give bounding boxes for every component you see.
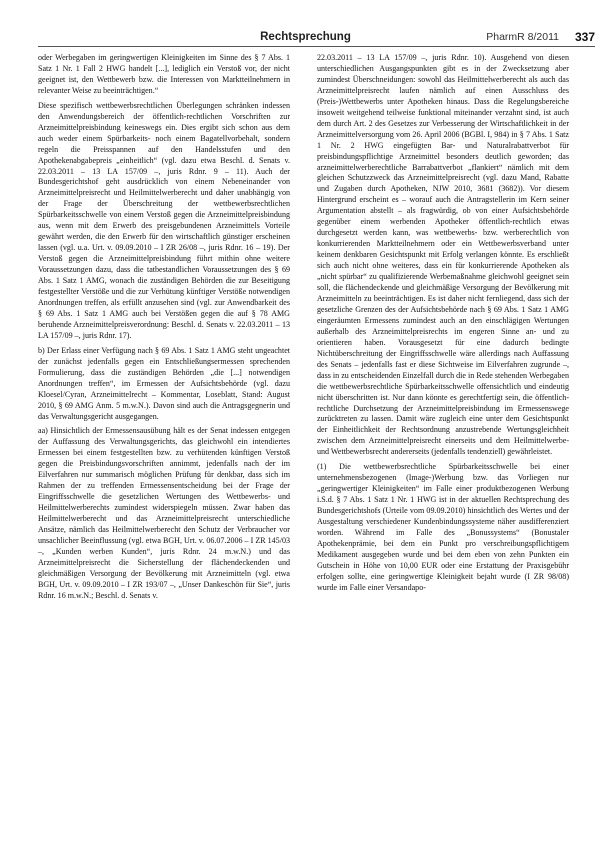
journal-issue: PharmR 8/2011 [486,31,559,43]
right-column [317,53,569,598]
paragraph: (1) Die wettbewerbsrechtliche Spürbarkeitsschwelle bei einer unternehmensbezogenen (Image-)Werbung bzw. das Vorliegen nur „geringwertiger Kleinigkeiten“ im Falle einer produktbezogenen Werbung i.S.d. § 7 Abs. 1 Satz 1 Nr. 1 HWG ist in der aktuellen Rechtsprechung des Bundesgerichtshofs (Urteile vom 09.09.2010) hinsichtlich des Wertes und der Ausgestaltung verschiedener Kundenbindungssysteme näher ausdifferenziert worden. Während im Falle des „Bonussystems“ (Bonustaler Apothekenprämie, bei dem ein Punkt pro verschreibungspflichtigem Medikament ausgegeben wurde und bei dem eben von zehn Punkten ein Gutschein in Höhe von 10,00 EUR oder eine Erstattung der Praxisgebühr erfolgen sollte, eine geringwertige Kleinigkeit bejaht wurde (I ZR 98/08) wurde im Falle einer Versandapo- [317,462,569,592]
page-number: 337 [574,30,595,44]
paragraph: 22.03.2011 – 13 LA 157/09 –, juris Rdnr. 10). Ausgehend von diesen unterschiedlichen Ausgangspunkten gibt es in der Zwecksetzung aber zumindest Überschneidungen: sowohl das Heilmittelwerberecht als auch das Arzneimittelpreisrecht laufen nämlich auf einen Ausschluss des (Preis-)Wettbewerbs unter Apotheken hinaus. Dass die Regelungsbereiche insoweit weitgehend teilweise funktional miteinander verzahnt sind, ist auch dem durch Art. 2 des Gesetzes zur Verbesserung der Wirtschaftlichkeit in der Arzneimittelversorgung vom 26. April 2006 (BGBl. I, 984) in § 7 Abs. 1 Satz 1 Nr. 2 HWG eingefügten Bar- und Naturalrabattverbot für preisbindungspflichtige Arzneimittel besonders deutlich geworden; das arzneimittelwerberechtliche Barrabattverbot „flankiert“ nämlich mit dem gleichen Schutzzweck das Arzneimittelpreisrecht (vgl. dazu Mand, Rabatte und Zugaben durch Apotheken, NJW 2010, 3681 (3682)). Vor diesem Hintergrund erscheint es – worauf auch die Antragstellerin im Kern seiner Argumentation abstellt – als fragwürdig, ob von einer Aufsichtsbehörde gegenüber einem werbenden Apotheker öffentlich-rechtlich etwas durchgesetzt werden kann, was wettbewerbs- bzw. werberechtlich von konkurrierenden Marktteilnehmern oder ein Wettbewerbsverband unter keinem denkbaren Gesichtspunkt mit Erfolg verlangen könnte. Es erschließt sich auch nicht ohne weiteres, dass ein für konkurrierende Apotheken als „nicht spürbar“ zu qualifizierende Werbemaßnahme gleichwohl geeignet sein soll, die flächendeckende und gleichmäßige Versorgung der Bevölkerung mit Arzneimitteln zu beeinträchtigen. Es ist daher nicht fernliegend, dass sich der gesetzliche Grenzen des der Aufsichtsbehörde nach § 69 Abs. 1 Satz 1 AMG eingeräumten Ermessens zumindest auch an den einschlägigen Wertungen außerhalb des Arzneimittelpreisrechts im engeren Sinne an- und zu orientieren haben. Vorausgesetzt für eine dadurch bedingte Nichtüberschreitung der Eingriffsschwelle wäre allerdings nach Auffassung des Senats – jedenfalls fast er diese Sichtweise im Eilverfahren zugrunde –, dass in zu entscheidenden Einzelfall durch die in Rede stehenden Werbegaben die wettbewerbsrechtliche Spürbarkeitsschwelle offensichtlich und eindeutig nicht überschritten ist. Nur dann könnte es gerechtfertigt sein, die öffentlich-rechtliche Durchsetzung der Arzneimittelpreisbindung im Ermessenswege zurücktreten zu lassen. Damit wäre zugleich eine unter dem Gesichtspunkt der Einheitlichkeit der Rechtsordnung anzustrebende Wertungsgleichheit zwischen dem Arzneimittelpreisrecht einerseits und dem Heilmittelwerbe- und Wettbewerbsrecht andererseits (jedenfalls tendenziell) gewährleistet. [317,53,569,457]
paragraph: oder Werbegaben im geringwertigen Kleinigkeiten im Sinne des § 7 Abs. 1 Satz 1 Nr. 1 Fall 2 HWG handelt [...], lediglich ein Verstoß vor, der nicht geeignet ist, den Wettbewerb bzw. die Interessen von Marktteilnehmern in relevanter Weise zu beeinträchtigen.“ [38,53,290,95]
page-header [0,0,611,52]
paragraph: aa) Hinsichtlich der Ermessensausübung hält es der Senat indessen entgegen der Auffassung des Verwaltungsgerichts, das gleichwohl ein intendiertes Ermessen bei einem festgestellten bzw. zu verhütenden künftigen Verstoß gegen die Preisbindungsvorschriften annimmt, jedenfalls nach der im Eilverfahren nur summarisch möglichen Prüfung für denkbar, dass sich im Rahmen der zu treffenden Ermessensentscheidung bei der Frage der Eingriffsschwelle die gesetzlichen Wertungen des Wettbewerbs- und Heilmittelwerberechts zumindest widerspiegeln müssen. Zwar haben das Heilmittelwerberecht und das Arzneimittelpreisrecht unterschiedliche Ansätze, nämlich das Heilmittelwerberecht den Schutz der Verbraucher vor unsachlicher Beeinflussung (vgl. etwa BGH, Urt. v. 06.07.2006 – I ZR 145/03 –, „Kunden werben Kunden“, juris Rdnr. 24 m.w.N.) und das Arzneimittelpreisrecht die Sicherstellung der flächendeckenden und gleichmäßigen Versorgung der Bevölkerung mit Arzneimitteln (vgl. etwa BGH, Urt. v. 09.09.2010 – I ZR 193/07 –, „Unser Dankeschön für Sie“, juris Rdnr. 16 m.w.N.; Beschl. d. Senats v. [38,426,290,600]
paragraph: Diese spezifisch wettbewerbsrechtlichen Überlegungen schränken indessen den Anwendungsbereich der öffentlich-rechtlichen Vorschriften zur Arzneimittelpreisbindung keineswegs ein. Dies ergibt sich schon aus dem auch weder einem Spürbarkeits- noch einem Bagatellvorbehalt, sondern regeln die Preisspannen auf den Handelsstufen und den Apothekenabgabepreis „einheitlich“ (vgl. dazu etwa Beschl. d. Senats v. 22.03.2011 – 13 LA 157/09 –, juris Rdnr. 9 – 11). Auch der Bundesgerichtshof geht ausdrücklich von einem Nebeneinander von Arzneimittelpreisrecht und Heilmittelwerberecht und daher unabhängig von der Frage der Überschreitung der wettbewerbsrechtlichen Spürbarkeitsschwelle von einem Verstoß gegen die Arzneimittelpreisbindung aus, wenn mit dem Erwerb des preisgebundenen Arzneimittels Vorteile gewährt werden, die den Erwerb für den wirtschaftlich günstiger erscheinen lassen (vgl. u.a. Urt. v. 09.09.2010 – I ZR 26/08 –, juris Rdnr. 16 – 19). Der Verstoß gegen die Arzneimittelpreisbindung führt mithin ohne weitere Voraussetzungen dazu, dass die tatbestandlichen Voraussetzungen des § 69 Abs. 1 Satz 1 AMG, wonach die zuständigen Behörden die zur Beseitigung festgestellter Verstöße und die zur Verhütung künftiger Verstöße notwendigen Anordnungen treffen, als erfüllt anzusehen sind (vgl. zur Anwendbarkeit des § 69 Abs. 1 Satz 1 AMG auch bei Verstößen gegen die auf § 78 AMG beruhende Arzneimittelpreisverordnung: Beschl. d. Senats v. 22.03.2011 – 13 LA 157/09 –, juris Rdnr. 17). [38,100,290,340]
left-column [38,53,290,606]
header-rule [38,46,595,47]
section-title: Rechtsprechung [260,31,351,43]
paragraph: b) Der Erlass einer Verfügung nach § 69 Abs. 1 Satz 1 AMG steht ungeachtet der zunächst jedenfalls gegen ein Entschließungsermessen sprechenden Formulierung, dass die zuständigen Behörden „die [...] notwendigen Anordnungen treffen“, im Ermessen der Aufsichtsbehörde (vgl. dazu Kloesel/Cyran, Arzneimittelrecht – Kommentar, Loseblatt, Stand: August 2010, § 69 AMG Anm. 5 m.w.N.). Davon sind auch die Antragsgegnerin und das Verwaltungsgericht ausgegangen. [38,345,290,421]
